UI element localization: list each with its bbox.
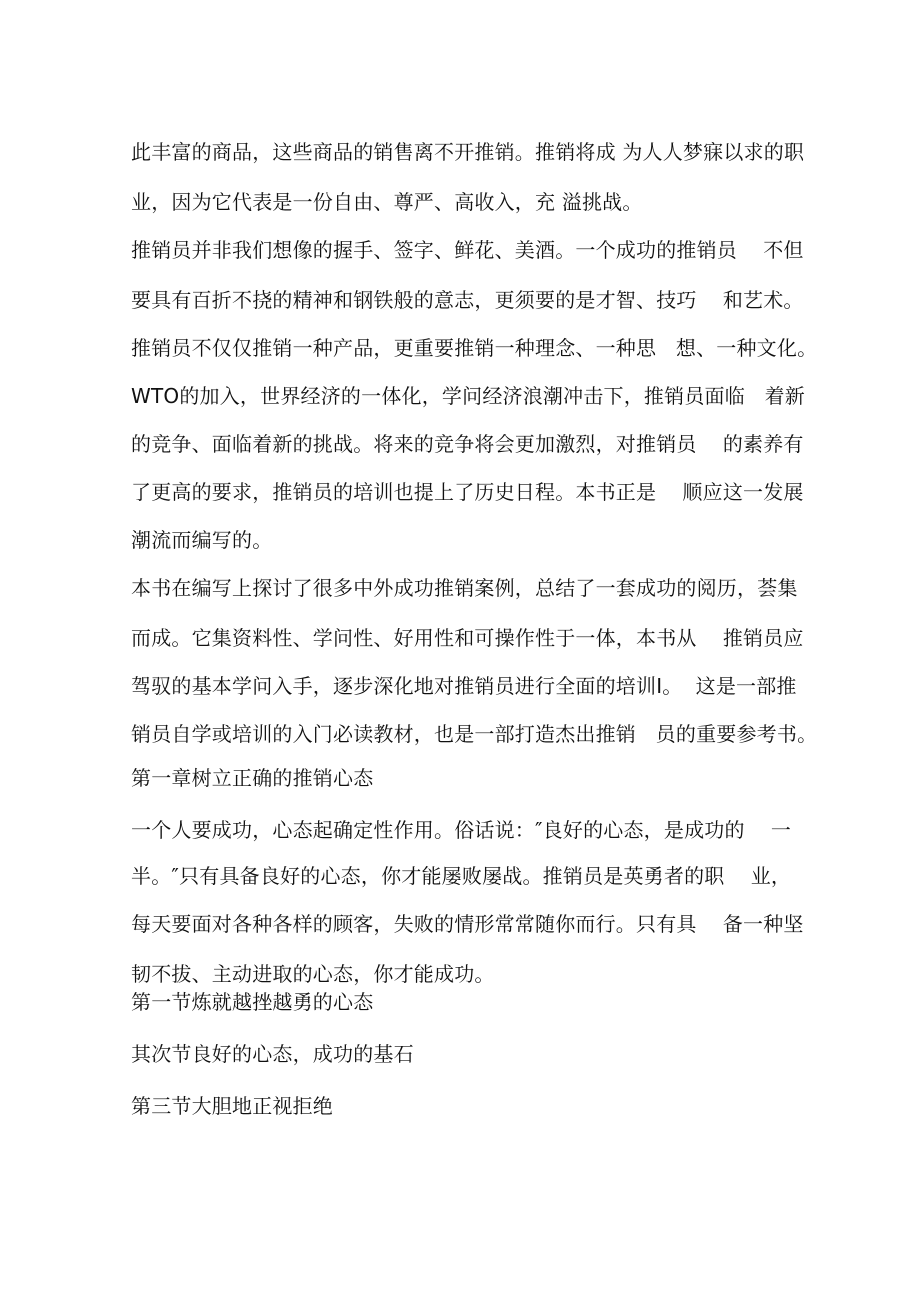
text-line: 的竞争、面临着新的挑战。将来的竞争将会更加激烈，对推销员 的素养有 — [131, 432, 804, 456]
chapter-heading: 第一章树立正确的推销心态 — [131, 766, 374, 790]
text-line: 每天要面对各种各样的顾客，失败的情形常常随你而行。只有具 备一种坚 — [131, 912, 804, 936]
text-line: WTO的加入，世界经济的一体化，学问经济浪潮冲击下，推销员面临 着新 — [131, 384, 806, 408]
section-heading: 其次节良好的心态，成功的基石 — [131, 1042, 414, 1066]
section-heading: 第一节炼就越挫越勇的心态 — [131, 990, 374, 1014]
text-line: 驾驭的基本学问入手，逐步深化地对推销员进行全面的培训I。 这是一部推 — [131, 674, 797, 698]
text-line: 半。″只有具备良好的心态，你才能屡败屡战。推销员是英勇者的职 业， — [131, 864, 792, 888]
text-line: 推销员不仅仅推销一种产品，更重要推销一种理念、一种思 想、一种文化。 — [131, 336, 818, 360]
section-heading: 第三节大胆地正视拒绝 — [131, 1094, 333, 1118]
text-line: 了更高的要求，推销员的培训也提上了历史日程。本书正是 顺应这一发展 — [131, 480, 804, 504]
text-line: 推销员并非我们想像的握手、签字、鲜花、美酒。一个成功的推销员 不但 — [131, 238, 804, 262]
text-line: 业，因为它代表是一份自由、尊严、高收入，充 溢挑战。 — [131, 190, 643, 214]
text-line: 要具有百折不挠的精神和钢铁般的意志，更须要的是才智、技巧 和艺术。 — [131, 288, 804, 312]
text-line: 一个人要成功，心态起确定性作用。俗话说：″良好的心态，是成功的 一 — [131, 818, 792, 842]
text-line: 潮流而编写的。 — [131, 528, 273, 552]
text-line: 而成。它集资料性、学问性、好用性和可操作性于一体，本书从 推销员应 — [131, 626, 804, 650]
text-line: 本书在编写上探讨了很多中外成功推销案例，总结了一套成功的阅历，荟集 — [131, 576, 798, 600]
text-line: 韧不拔、主动进取的心态，你才能成功。 — [131, 962, 495, 986]
text-line: 销员自学或培训的入门必读教材，也是一部打造杰出推销 员的重要参考书。 — [131, 722, 818, 746]
text-line: 此丰富的商品，这些商品的销售离不开推销。推销将成 为人人梦寐以求的职 — [131, 140, 805, 164]
